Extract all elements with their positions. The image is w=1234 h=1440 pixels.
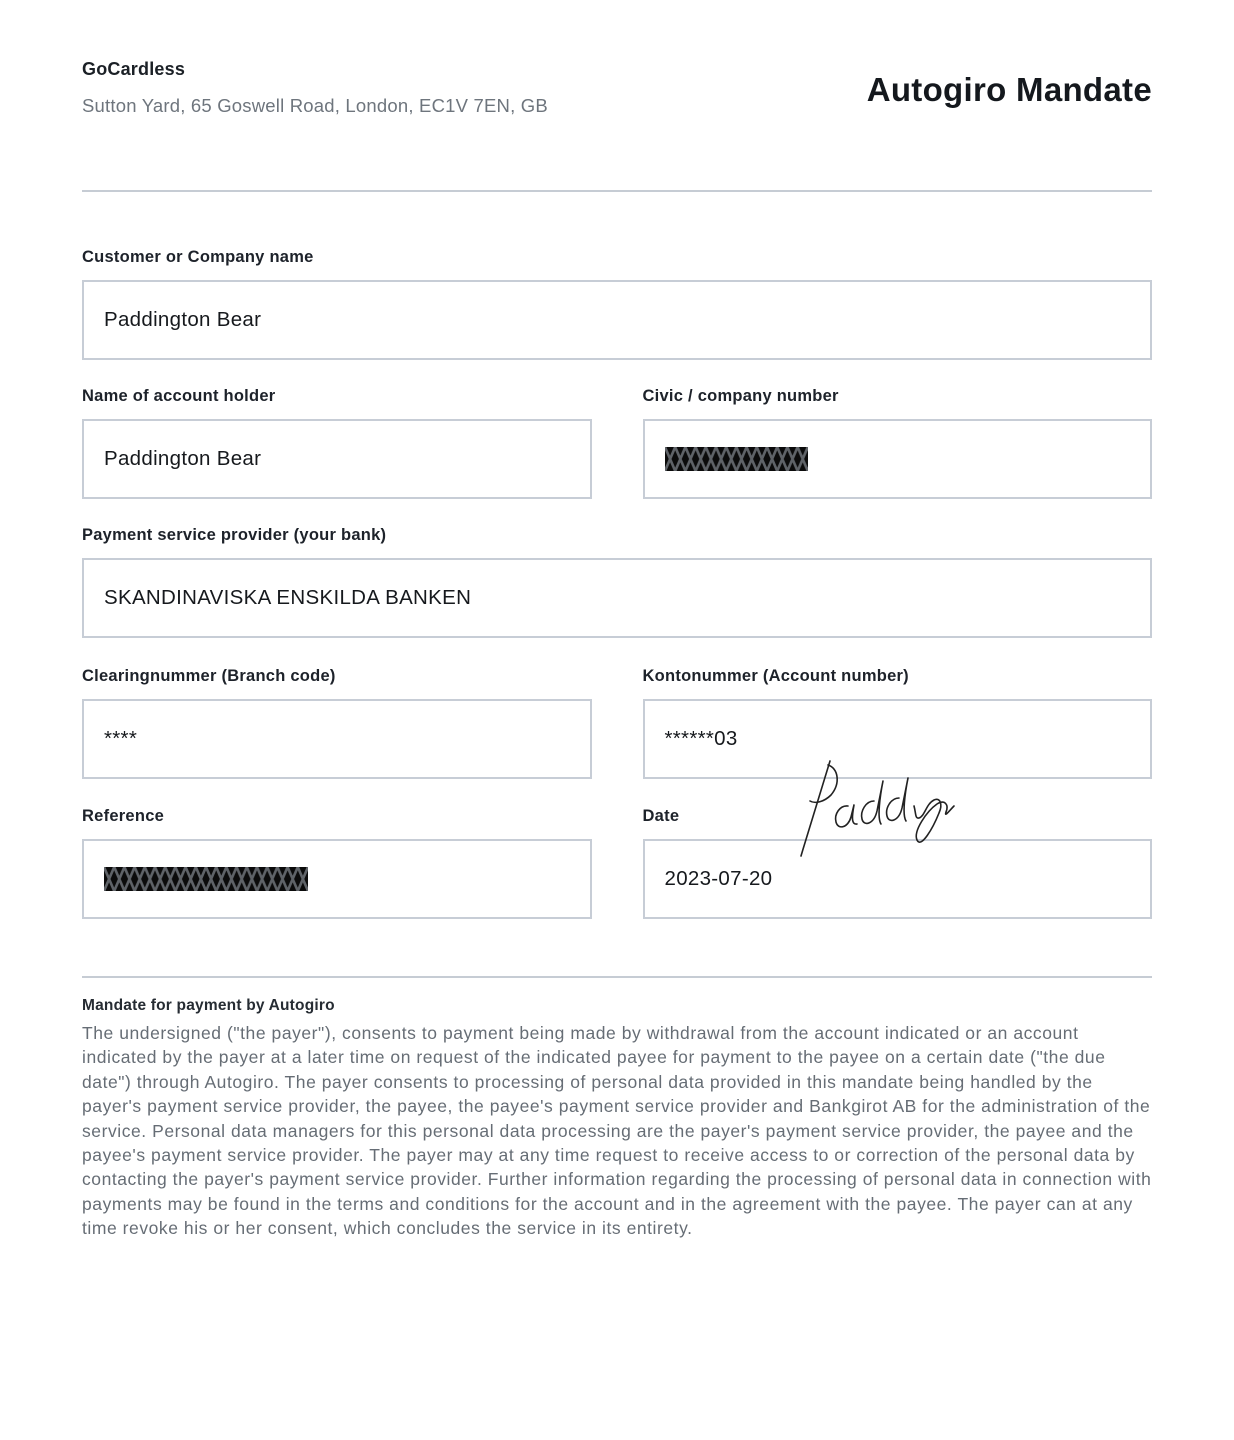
date-field bbox=[643, 839, 1153, 919]
branch-code-field bbox=[82, 699, 592, 779]
bank-label: Payment service provider (your bank) bbox=[82, 526, 387, 544]
account-number-field bbox=[643, 699, 1153, 779]
document-header bbox=[82, 0, 1152, 117]
date-label: Date bbox=[642, 807, 680, 825]
date-column bbox=[643, 806, 1153, 919]
account-number-label: Kontonummer (Account number) bbox=[642, 667, 909, 685]
section-divider-top bbox=[82, 190, 1152, 192]
customer-name-section bbox=[82, 247, 1152, 360]
terms-body: The undersigned ("the payer"), consents to payment being made by withdrawal from the account indicated or an account indicated by the payer at a later time on request of the indicated payee for payment to the payee on a certain date ("the due date") through Autogiro. The payer consents to processing of personal data provided in this mandate being handled by the payer's payment service provider, the payee, the payee's payment service provider and Bankgirot AB for the administration of the service. Personal data managers for this personal data processing are the payer's payment service provider, the payee and the payee's payment service provider. The payer may at any time request to receive access to or correction of the personal data by contacting the payer's payment service provider. Further information regarding the processing of personal data in connection with payments may be found in the terms and conditions for the account and in the agreement with the payee. The payer can at any time revoke his or her consent, which concludes the service in its entirety. bbox=[82, 1023, 1152, 1239]
reference-redacted-value bbox=[104, 867, 308, 891]
branch-account-row bbox=[82, 666, 1152, 779]
bank-value: SKANDINAVISKA ENSKILDA BANKEN bbox=[104, 586, 472, 609]
customer-name-label: Customer or Company name bbox=[82, 248, 314, 266]
account-holder-field bbox=[82, 419, 592, 499]
branch-code-label: Clearingnummer (Branch code) bbox=[82, 667, 336, 685]
bank-field bbox=[82, 558, 1152, 638]
account-holder-value: Paddington Bear bbox=[104, 447, 262, 470]
civic-number-redacted-value bbox=[665, 447, 808, 471]
section-divider-bottom bbox=[82, 976, 1152, 978]
account-holder-label: Name of account holder bbox=[82, 387, 276, 405]
payee-block bbox=[82, 58, 548, 117]
reference-field bbox=[82, 839, 592, 919]
account-number-value: ******03 bbox=[664, 727, 738, 750]
branch-code-column bbox=[82, 666, 592, 779]
terms-section bbox=[82, 995, 1152, 1241]
account-holder-column bbox=[82, 386, 592, 499]
terms-heading: Mandate for payment by Autogiro bbox=[82, 997, 335, 1014]
bank-section bbox=[82, 525, 1152, 638]
account-holder-civic-row bbox=[82, 386, 1152, 499]
date-value: 2023-07-20 bbox=[664, 867, 773, 890]
company-name: GoCardless bbox=[82, 59, 186, 79]
civic-number-field bbox=[643, 419, 1153, 499]
reference-column bbox=[82, 806, 592, 919]
branch-code-value: **** bbox=[104, 727, 138, 750]
civic-number-column bbox=[643, 386, 1153, 499]
customer-name-value: Paddington Bear bbox=[104, 308, 262, 331]
reference-date-row bbox=[82, 806, 1152, 919]
company-address: Sutton Yard, 65 Goswell Road, London, EC1V 7EN, GB bbox=[82, 95, 548, 116]
document-title: Autogiro Mandate bbox=[866, 71, 1152, 108]
civic-number-label: Civic / company number bbox=[642, 387, 839, 405]
account-number-column bbox=[643, 666, 1153, 779]
customer-name-field bbox=[82, 280, 1152, 360]
reference-label: Reference bbox=[82, 807, 165, 825]
